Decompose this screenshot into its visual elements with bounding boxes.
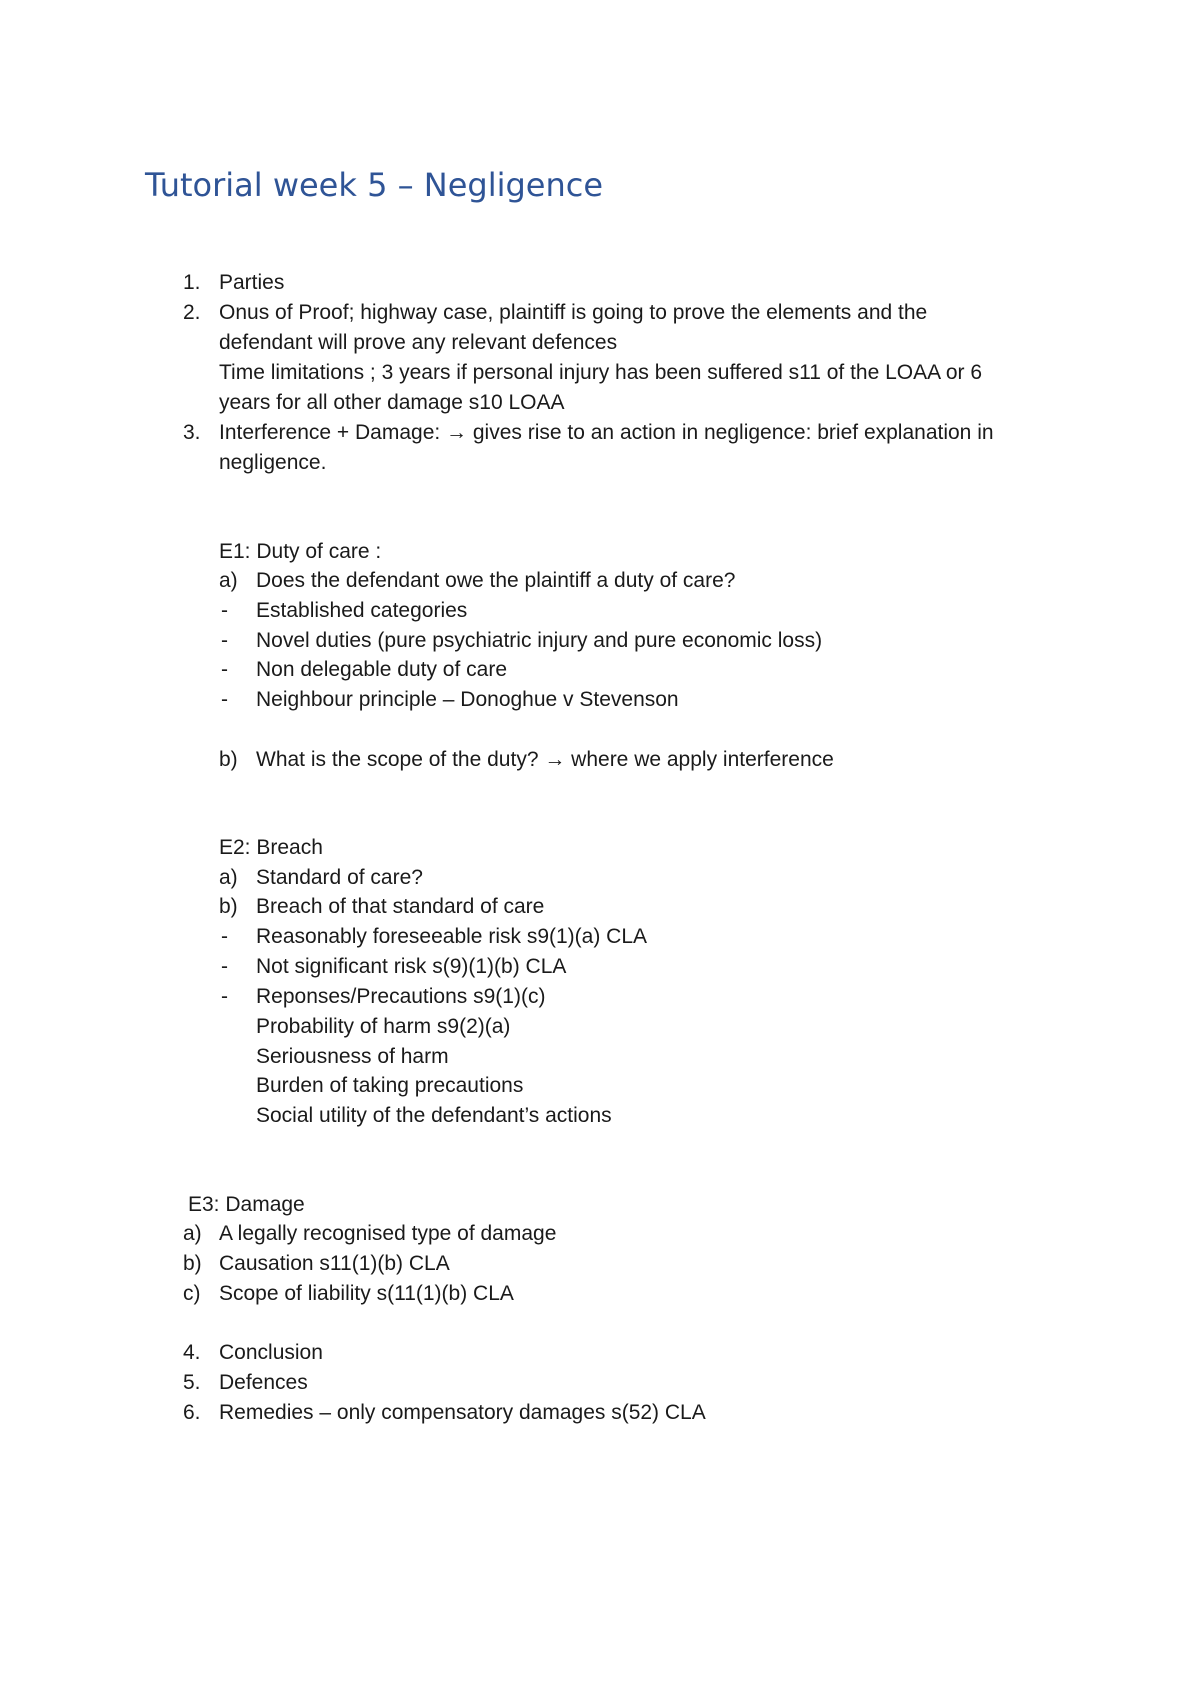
list-letter: b) (219, 748, 238, 771)
list-item-text: years for all other damage s10 LOAA (219, 391, 565, 414)
list-item-text: Breach of that standard of care (256, 895, 545, 918)
list-number: 6. (183, 1401, 201, 1424)
dash-bullet: - (221, 629, 228, 652)
dash-bullet: - (221, 688, 228, 711)
dash-bullet: - (221, 985, 228, 1008)
list-item-text: Parties (219, 271, 285, 294)
list-number: 1. (183, 271, 201, 294)
list-letter: c) (183, 1282, 201, 1305)
sub-item-text: Probability of harm s9(2)(a) (256, 1015, 511, 1038)
list-item-text: Reasonably foreseeable risk s9(1)(a) CLA (256, 925, 648, 948)
list-item-text: Neighbour principle – Donoghue v Stevenson (256, 688, 679, 711)
list-letter: a) (183, 1222, 202, 1245)
list-item-text: Standard of care? (256, 866, 423, 889)
page-title: Tutorial week 5 – Negligence (145, 166, 604, 204)
list-item-text: Causation s11(1)(b) CLA (219, 1252, 450, 1275)
list-item-text: Reponses/Precautions s9(1)(c) (256, 985, 546, 1008)
list-item-text: Does the defendant owe the plaintiff a duty of care? (256, 569, 736, 592)
sub-item-text: Burden of taking precautions (256, 1074, 524, 1097)
list-item-text: Non delegable duty of care (256, 658, 508, 681)
dash-bullet: - (221, 658, 228, 681)
list-letter: a) (219, 866, 238, 889)
list-item-text: A legally recognised type of damage (219, 1222, 557, 1245)
section-heading: E1: Duty of care : (219, 540, 382, 563)
list-item-text: Not significant risk s(9)(1)(b) CLA (256, 955, 567, 978)
list-item-text: Established categories (256, 599, 468, 622)
list-item-text: Interference + Damage: → gives rise to an action in negligence: brief explanation in (219, 421, 994, 444)
dash-bullet: - (221, 925, 228, 948)
sub-item-text: Seriousness of harm (256, 1045, 449, 1068)
list-item-text: Time limitations ; 3 years if personal injury has been suffered s11 of the LOAA or 6 (219, 361, 983, 384)
list-item-text: defendant will prove any relevant defences (219, 331, 618, 354)
list-item-text: Scope of liability s(11(1)(b) CLA (219, 1282, 514, 1305)
dash-bullet: - (221, 955, 228, 978)
list-number: 2. (183, 301, 201, 324)
list-item-text: negligence. (219, 451, 327, 474)
list-item-text: Onus of Proof; highway case, plaintiff is going to prove the elements and the (219, 301, 928, 324)
list-item-text: Defences (219, 1371, 308, 1394)
section-heading: E2: Breach (219, 836, 323, 859)
list-item-text: Remedies – only compensatory damages s(52) CLA (219, 1401, 706, 1424)
list-item-text: What is the scope of the duty? → where we apply interference (256, 748, 834, 771)
dash-bullet: - (221, 599, 228, 622)
list-item-text: Conclusion (219, 1341, 323, 1364)
list-letter: b) (183, 1252, 202, 1275)
list-number: 4. (183, 1341, 201, 1364)
list-letter: a) (219, 569, 238, 592)
section-heading: E3: Damage (188, 1193, 305, 1216)
list-number: 3. (183, 421, 201, 444)
list-number: 5. (183, 1371, 201, 1394)
list-item-text: Novel duties (pure psychiatric injury and pure economic loss) (256, 629, 823, 652)
sub-item-text: Social utility of the defendant’s actions (256, 1104, 612, 1127)
list-letter: b) (219, 895, 238, 918)
